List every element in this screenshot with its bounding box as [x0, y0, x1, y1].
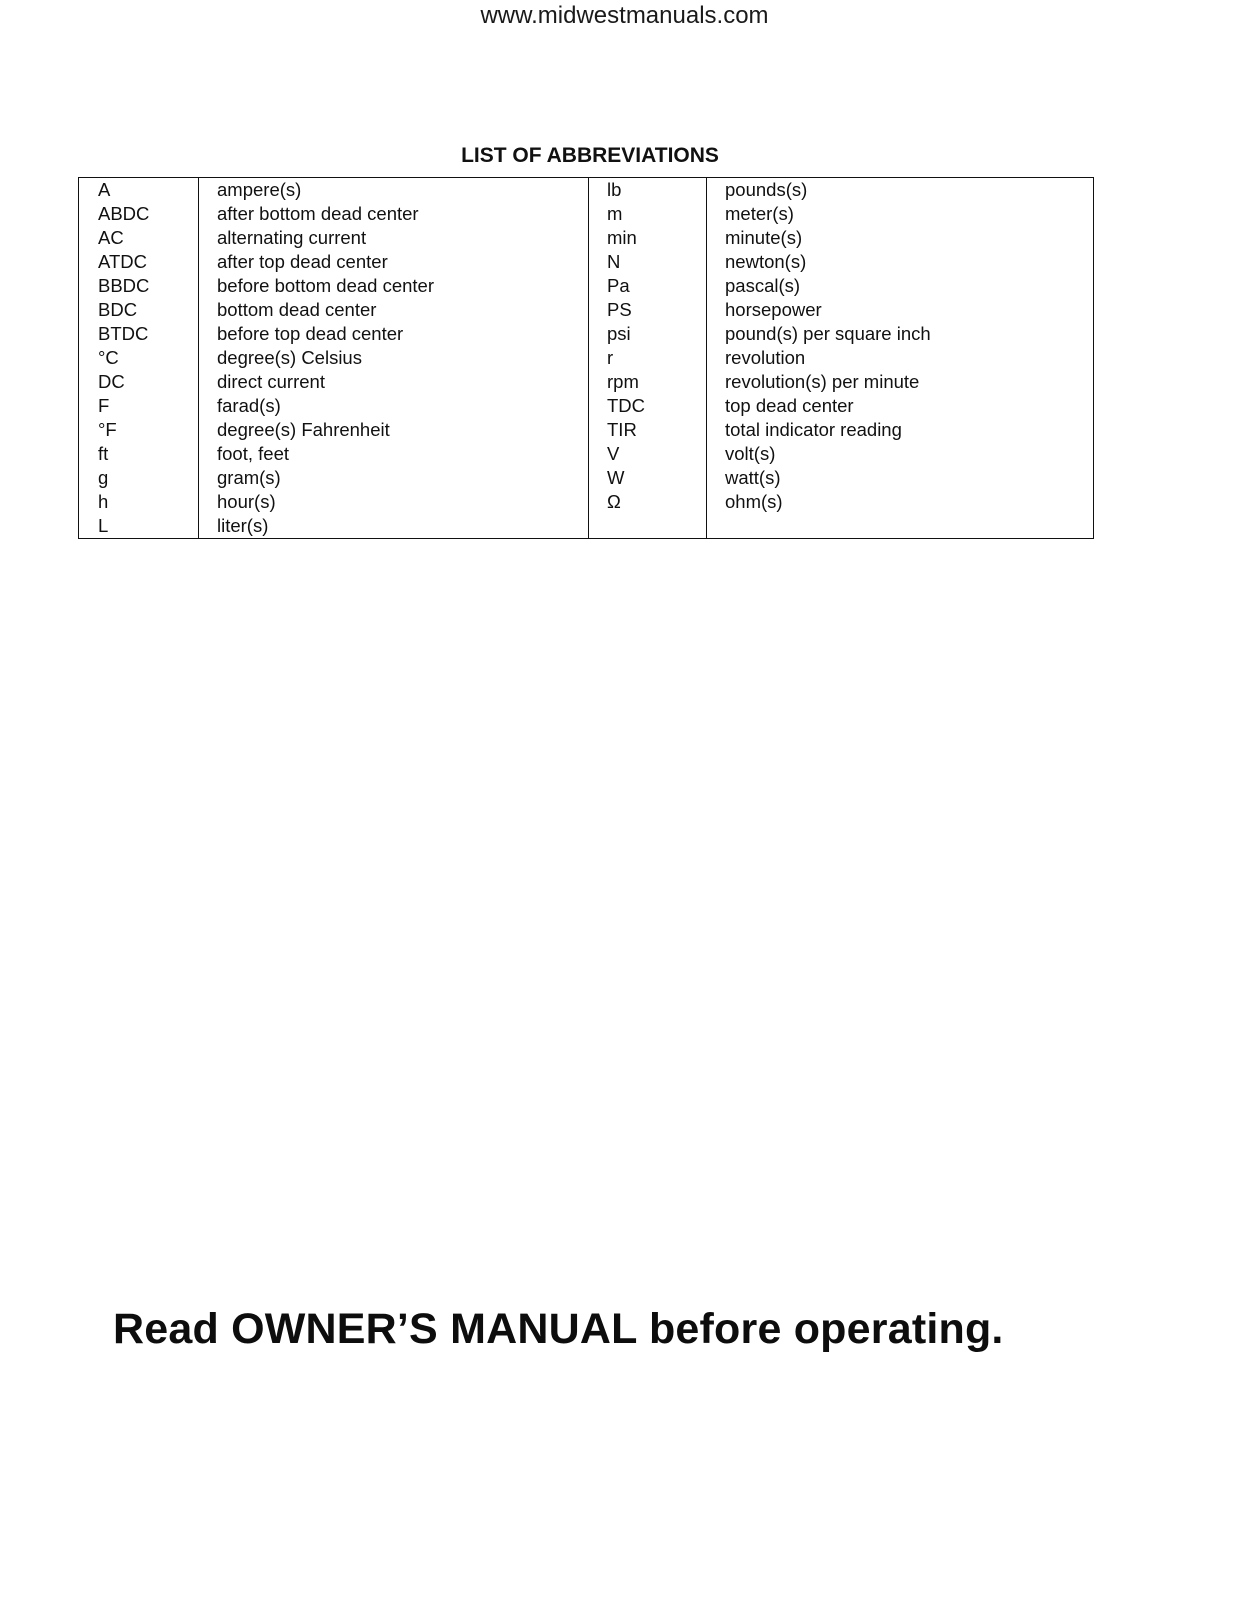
- meaning-cell: direct current: [217, 371, 325, 392]
- meaning-cell: degree(s) Celsius: [217, 347, 362, 368]
- meaning-cell: minute(s): [725, 227, 803, 248]
- left-abbreviation-column: [79, 178, 199, 538]
- right-abbreviation-column: [589, 178, 707, 538]
- abbreviation-cell: N: [607, 251, 621, 272]
- meaning-cell: pound(s) per square inch: [725, 323, 931, 344]
- meaning-cell: horsepower: [725, 299, 822, 320]
- owners-manual-notice: Read OWNER’S MANUAL before operating.: [113, 1305, 1004, 1353]
- abbreviation-cell: Pa: [607, 275, 630, 296]
- site-url: www.midwestmanuals.com: [480, 2, 769, 29]
- right-meaning-column: [707, 178, 1093, 538]
- abbreviation-cell: g: [98, 467, 109, 488]
- left-meaning-column: [199, 178, 589, 538]
- meaning-cell: farad(s): [217, 395, 281, 416]
- meaning-cell: volt(s): [725, 443, 776, 464]
- abbreviation-cell: V: [607, 443, 620, 464]
- abbreviation-cell: A: [98, 179, 111, 200]
- abbreviation-cell: AC: [98, 227, 124, 248]
- meaning-cell: before bottom dead center: [217, 275, 435, 296]
- abbreviation-cell: BBDC: [98, 275, 150, 296]
- meaning-cell: revolution(s) per minute: [725, 371, 920, 392]
- abbreviation-cell: BTDC: [98, 323, 149, 344]
- abbreviation-cell: h: [98, 491, 109, 512]
- abbreviations-table: [78, 177, 1094, 539]
- meaning-cell: liter(s): [217, 515, 269, 536]
- meaning-cell: degree(s) Fahrenheit: [217, 419, 390, 440]
- abbreviation-cell: °C: [98, 347, 119, 368]
- meaning-cell: after bottom dead center: [217, 203, 419, 224]
- meaning-cell: before top dead center: [217, 323, 404, 344]
- meaning-cell: newton(s): [725, 251, 807, 272]
- abbreviation-cell: TIR: [607, 419, 637, 440]
- abbreviation-cell: rpm: [607, 371, 639, 392]
- abbreviation-cell: L: [98, 515, 109, 536]
- meaning-cell: bottom dead center: [217, 299, 377, 320]
- abbreviation-cell: psi: [607, 323, 631, 344]
- page-title: LIST OF ABBREVIATIONS: [461, 144, 719, 167]
- meaning-cell: pounds(s): [725, 179, 808, 200]
- abbreviation-cell: °F: [98, 419, 117, 440]
- abbreviation-cell: BDC: [98, 299, 138, 320]
- abbreviation-cell: DC: [98, 371, 125, 392]
- meaning-cell: ohm(s): [725, 491, 783, 512]
- abbreviation-cell: F: [98, 395, 110, 416]
- abbreviation-cell: W: [607, 467, 625, 488]
- meaning-cell: foot, feet: [217, 443, 289, 464]
- abbreviation-cell: min: [607, 227, 637, 248]
- abbreviation-cell: ft: [98, 443, 109, 464]
- abbreviation-cell: lb: [607, 179, 622, 200]
- meaning-cell: top dead center: [725, 395, 854, 416]
- meaning-cell: alternating current: [217, 227, 367, 248]
- meaning-cell: after top dead center: [217, 251, 388, 272]
- abbreviation-cell: Ω: [607, 491, 621, 512]
- abbreviation-cell: m: [607, 203, 623, 224]
- meaning-cell: meter(s): [725, 203, 794, 224]
- meaning-cell: pascal(s): [725, 275, 801, 296]
- abbreviation-cell: ATDC: [98, 251, 147, 272]
- meaning-cell: watt(s): [725, 467, 781, 488]
- abbreviation-cell: TDC: [607, 395, 646, 416]
- abbreviation-cell: r: [607, 347, 614, 368]
- meaning-cell: total indicator reading: [725, 419, 902, 440]
- meaning-cell: gram(s): [217, 467, 281, 488]
- abbreviation-cell: ABDC: [98, 203, 150, 224]
- meaning-cell: revolution: [725, 347, 806, 368]
- meaning-cell: hour(s): [217, 491, 276, 512]
- meaning-cell: ampere(s): [217, 179, 302, 200]
- abbreviation-cell: PS: [607, 299, 632, 320]
